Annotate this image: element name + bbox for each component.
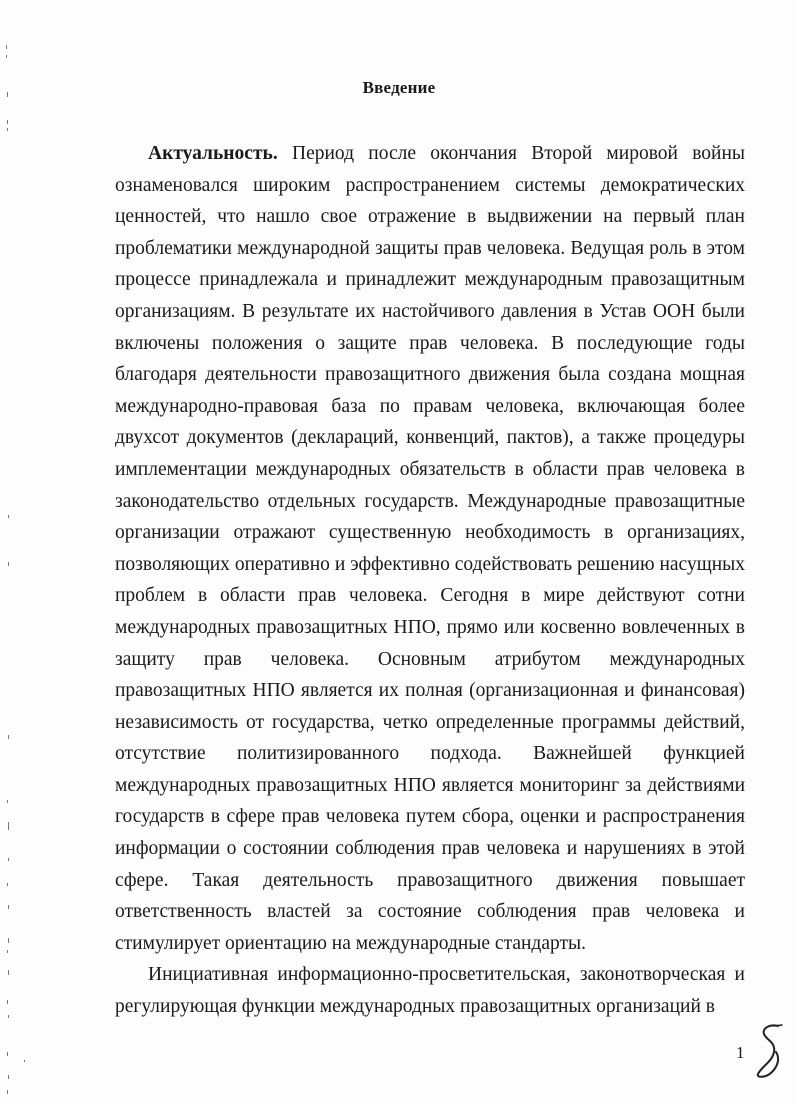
page-number: 1 xyxy=(736,1043,745,1062)
paragraph-text: Инициативная информационно-просветительская, законотворческая и регулирующая функции международных правозащитных организаций в xyxy=(115,964,745,1018)
handwritten-mark-icon xyxy=(752,1022,788,1080)
margin-scan-marks xyxy=(0,0,30,1104)
paragraph-relevance xyxy=(115,138,745,959)
paragraph-functions xyxy=(115,959,745,1022)
body-text xyxy=(115,138,745,1023)
page-title: Введение xyxy=(362,78,436,97)
paragraph-text: Период после окончания Второй мировой войны ознаменовался широким распространением системы демократических ценностей, что нашло свое отражение в выдвижении на первый план проблематики международной защиты прав человека. Ведущая роль в этом процессе принадлежала и принадлежит международным правозащитным организациям. В результате их настойчивого давления в Устав ООН были включены положения о защите прав человека. В последующие годы благодаря деятельности правозащитного движения была создана мощная международно-правовая база по правам человека, включающая более двухсот документов (деклараций, конвенций, пактов), а также процедуры имплементации международных обязательств в области прав человека в законодательство отдельных государств. Международные правозащитные организации отражают существенную необходимость в организациях, позволяющих оперативно и эффективно содействовать решению насущных проблем в области прав человека. Сегодня в мире действуют сотни международных правозащитных НПО, прямо или косвенно вовлеченных в защиту прав человека. Основным атрибутом международных правозащитных НПО является их полная (организационная и финансовая) независимость от государства, четко определенные программы действий, отсутствие политизированного подхода. Важнейшей функцией международных правозащитных НПО является мониторинг за действиями государств в сфере прав человека путем сбора, оценки и распространения информации о состоянии соблюдения прав человека и нарушениях в этой сфере. Такая деятельность правозащитного движения повышает ответственность властей за состояние соблюдения прав человека и стимулирует ориентацию на международные стандарты. xyxy=(115,143,746,954)
paragraph-lead: Актуальность. xyxy=(148,143,278,164)
